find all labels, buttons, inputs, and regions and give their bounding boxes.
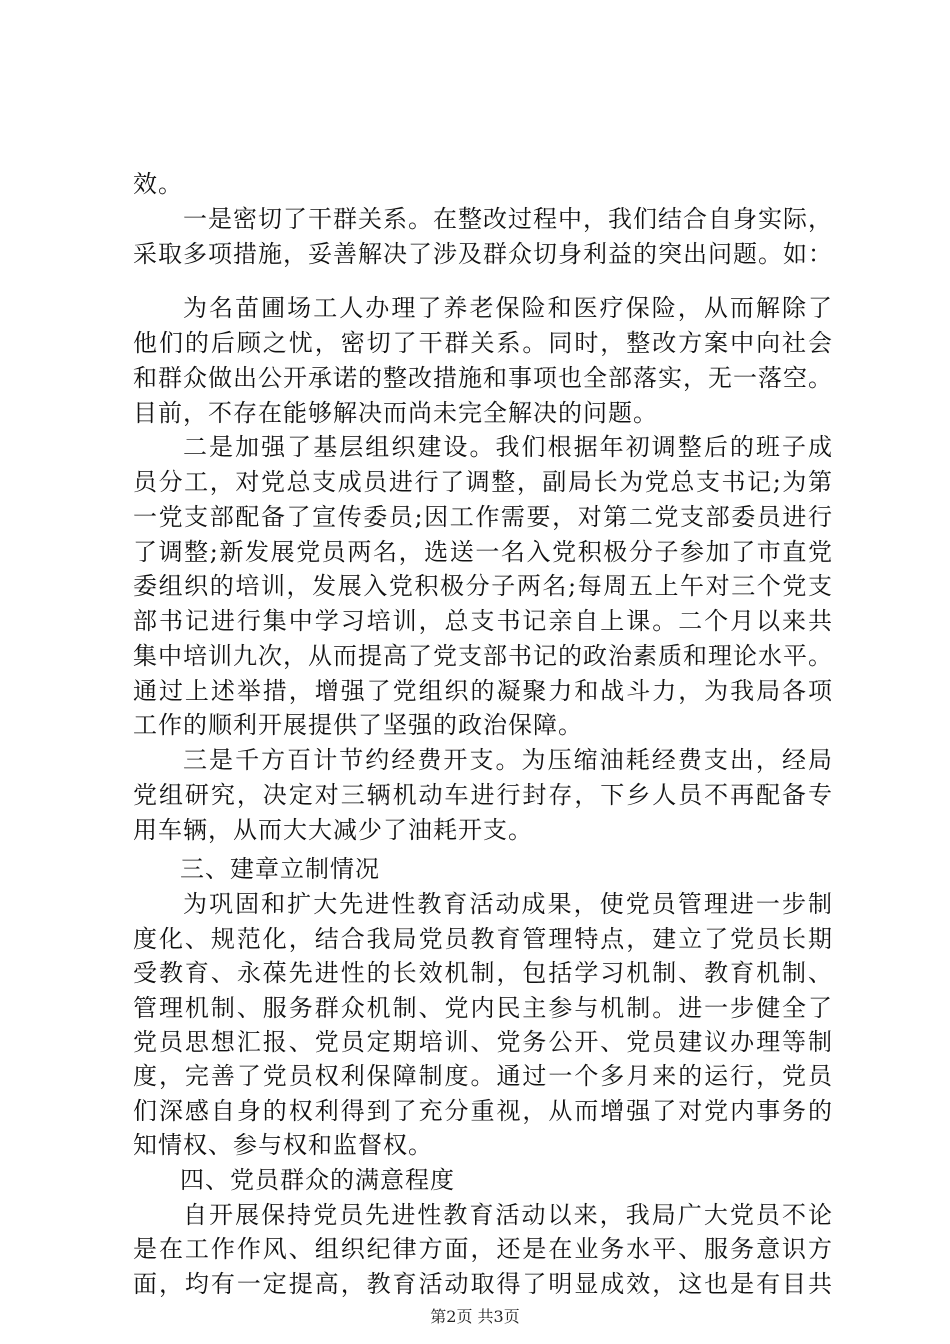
page-number-footer: 第2页 共3页 [430, 1307, 520, 1326]
text-line: 委组织的培训，发展入党积极分子两名;每周五上午对三个党支 [133, 572, 833, 600]
text-line: 党组研究，决定对三辆机动车进行封存，下乡人员不再配备专 [133, 781, 833, 809]
section-heading: 三、建章立制情况 [180, 855, 380, 883]
text-line: 管理机制、服务群众机制、党内民主参与机制。进一步健全了 [133, 994, 833, 1022]
text-line: 采取多项措施，妥善解决了涉及群众切身利益的突出问题。如： [133, 240, 833, 268]
text-line: 自开展保持党员先进性教育活动以来，我局广大党员不论 [183, 1201, 833, 1229]
text-line: 目前，不存在能够解决而尚未完全解决的问题。 [133, 399, 658, 427]
text-line: 集中培训九次，从而提高了党支部书记的政治素质和理论水平。 [133, 642, 833, 670]
text-line: 三是千方百计节约经费开支。为压缩油耗经费支出，经局 [183, 746, 833, 774]
text-line: 是在工作作风、组织纪律方面，还是在业务水平、服务意识方 [133, 1235, 833, 1263]
text-line: 员分工，对党总支成员进行了调整，副局长为党总支书记;为第 [133, 468, 833, 496]
text-line: 效。 [133, 170, 183, 198]
text-line: 一党支部配备了宣传委员;因工作需要，对第二党支部委员进行 [133, 503, 833, 531]
text-line: 们深感自身的权利得到了充分重视，从而增强了对党内事务的 [133, 1097, 833, 1125]
text-line: 和群众做出公开承诺的整改措施和事项也全部落实，无一落空。 [133, 364, 833, 392]
text-line: 为名苗圃场工人办理了养老保险和医疗保险，从而解除了 [183, 294, 833, 322]
text-line: 通过上述举措，增强了党组织的凝聚力和战斗力，为我局各项 [133, 677, 833, 705]
text-line: 知情权、参与权和监督权。 [133, 1131, 433, 1159]
text-line: 用车辆，从而大大减少了油耗开支。 [133, 816, 533, 844]
text-line: 度，完善了党员权利保障制度。通过一个多月来的运行，党员 [133, 1062, 833, 1090]
text-line: 一是密切了干群关系。在整改过程中，我们结合自身实际， [183, 205, 833, 233]
text-line: 度化、规范化，结合我局党员教育管理特点，建立了党员长期 [133, 925, 833, 953]
text-line: 党员思想汇报、党员定期培训、党务公开、党员建议办理等制 [133, 1028, 833, 1056]
text-line: 了调整;新发展党员两名，选送一名入党积极分子参加了市直党 [133, 538, 833, 566]
section-heading: 四、党员群众的满意程度 [180, 1166, 455, 1194]
text-line: 受教育、永葆先进性的长效机制，包括学习机制、教育机制、 [133, 959, 833, 987]
text-line: 部书记进行集中学习培训，总支书记亲自上课。二个月以来共 [133, 607, 833, 635]
text-line: 为巩固和扩大先进性教育活动成果，使党员管理进一步制 [183, 890, 833, 918]
text-line: 他们的后顾之忧，密切了干群关系。同时，整改方案中向社会 [133, 329, 833, 357]
text-line: 二是加强了基层组织建设。我们根据年初调整后的班子成 [183, 433, 833, 461]
text-line: 面，均有一定提高，教育活动取得了明显成效，这也是有目共 [133, 1270, 833, 1298]
text-line: 工作的顺利开展提供了坚强的政治保障。 [133, 711, 583, 739]
